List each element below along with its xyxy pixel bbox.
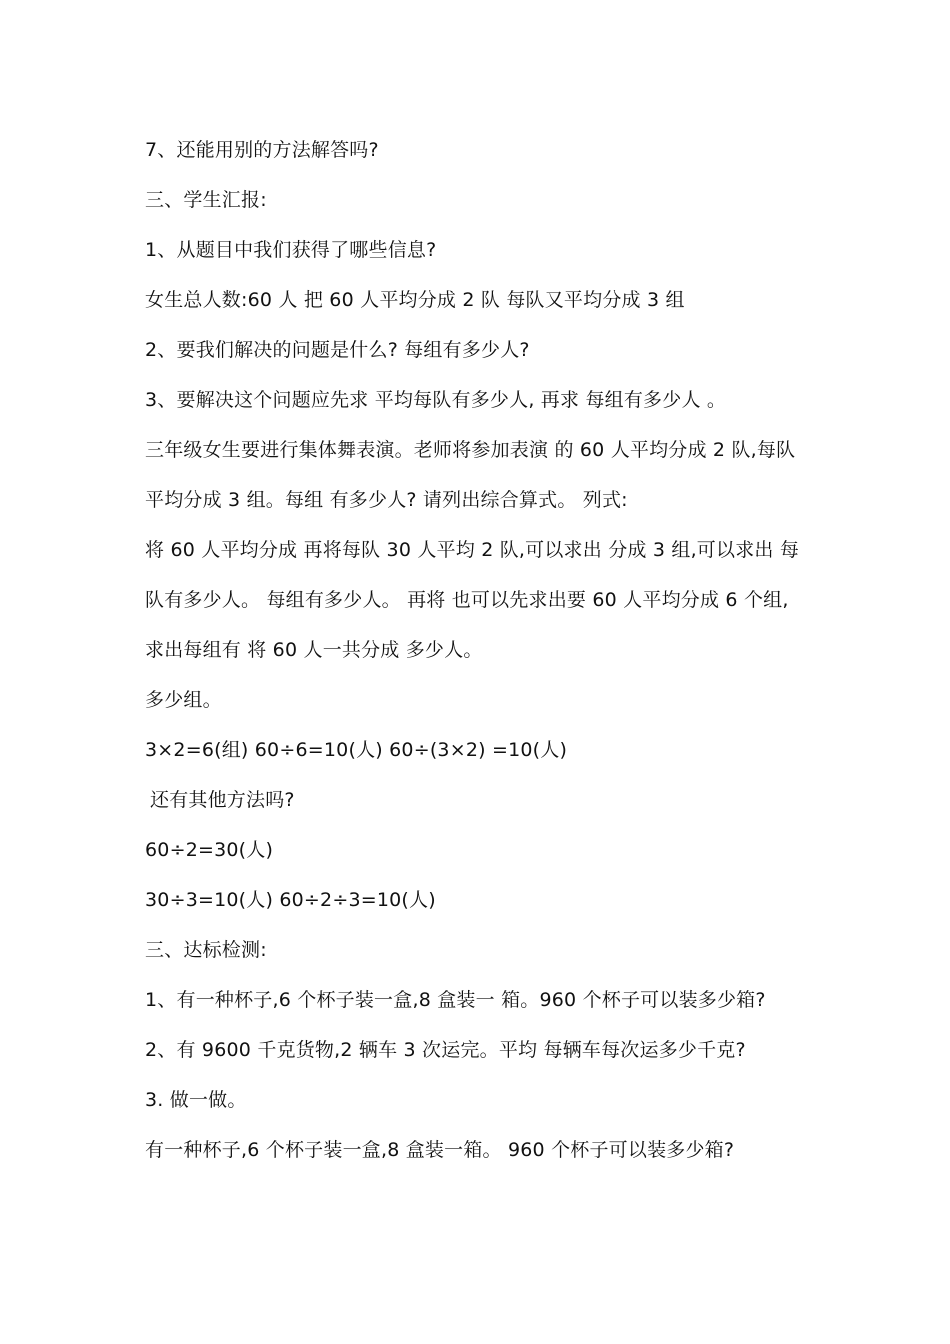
report-answer-1: 女生总人数:60 人 把 60 人平均分成 2 队 每队又平均分成 3 组 <box>145 289 685 311</box>
problem-text-line-2: 平均分成 3 组。每组 有多少人? 请列出综合算式。 列式: <box>145 489 628 511</box>
equation-line-3: 30÷3=10(人) 60÷2÷3=10(人) <box>145 889 436 911</box>
equation-line-2: 60÷2=30(人) <box>145 839 274 861</box>
practice-problem: 有一种杯子,6 个杯子装一盒,8 盒装一箱。 960 个杯子可以装多少箱? <box>145 1139 735 1161</box>
method-text-line-4: 多少组。 <box>145 689 222 711</box>
method-text-line-1: 将 60 人平均分成 再将每队 30 人平均 2 队,可以求出 分成 3 组,可以求出 每 <box>145 539 800 561</box>
problem-text-line-1: 三年级女生要进行集体舞表演。老师将参加表演 的 60 人平均分成 2 队,每队 <box>145 439 796 461</box>
question-7: 7、还能用别的方法解答吗? <box>145 139 379 161</box>
report-question-1: 1、从题目中我们获得了哪些信息? <box>145 239 437 261</box>
assessment-question-3: 3. 做一做。 <box>145 1089 247 1111</box>
assessment-question-1: 1、有一种杯子,6 个杯子装一盒,8 盒装一 箱。960 个杯子可以装多少箱? <box>145 989 766 1011</box>
method-text-line-3: 求出每组有 将 60 人一共分成 多少人。 <box>145 639 483 661</box>
section-heading-assessment: 三、达标检测: <box>145 939 267 961</box>
report-question-2: 2、要我们解决的问题是什么? 每组有多少人? <box>145 339 530 361</box>
equation-line-1: 3×2=6(组) 60÷6=10(人) 60÷(3×2) =10(人) <box>145 739 568 761</box>
method-text-line-2: 队有多少人。 每组有多少人。 再将 也可以先求出要 60 人平均分成 6 个组, <box>145 589 789 611</box>
section-heading-student-report: 三、学生汇报: <box>145 189 267 211</box>
other-methods-question: 还有其他方法吗? <box>150 789 295 811</box>
report-question-3: 3、要解决这个问题应先求 平均每队有多少人, 再求 每组有多少人 。 <box>145 389 727 411</box>
assessment-question-2: 2、有 9600 千克货物,2 辆车 3 次运完。平均 每辆车每次运多少千克? <box>145 1039 746 1061</box>
